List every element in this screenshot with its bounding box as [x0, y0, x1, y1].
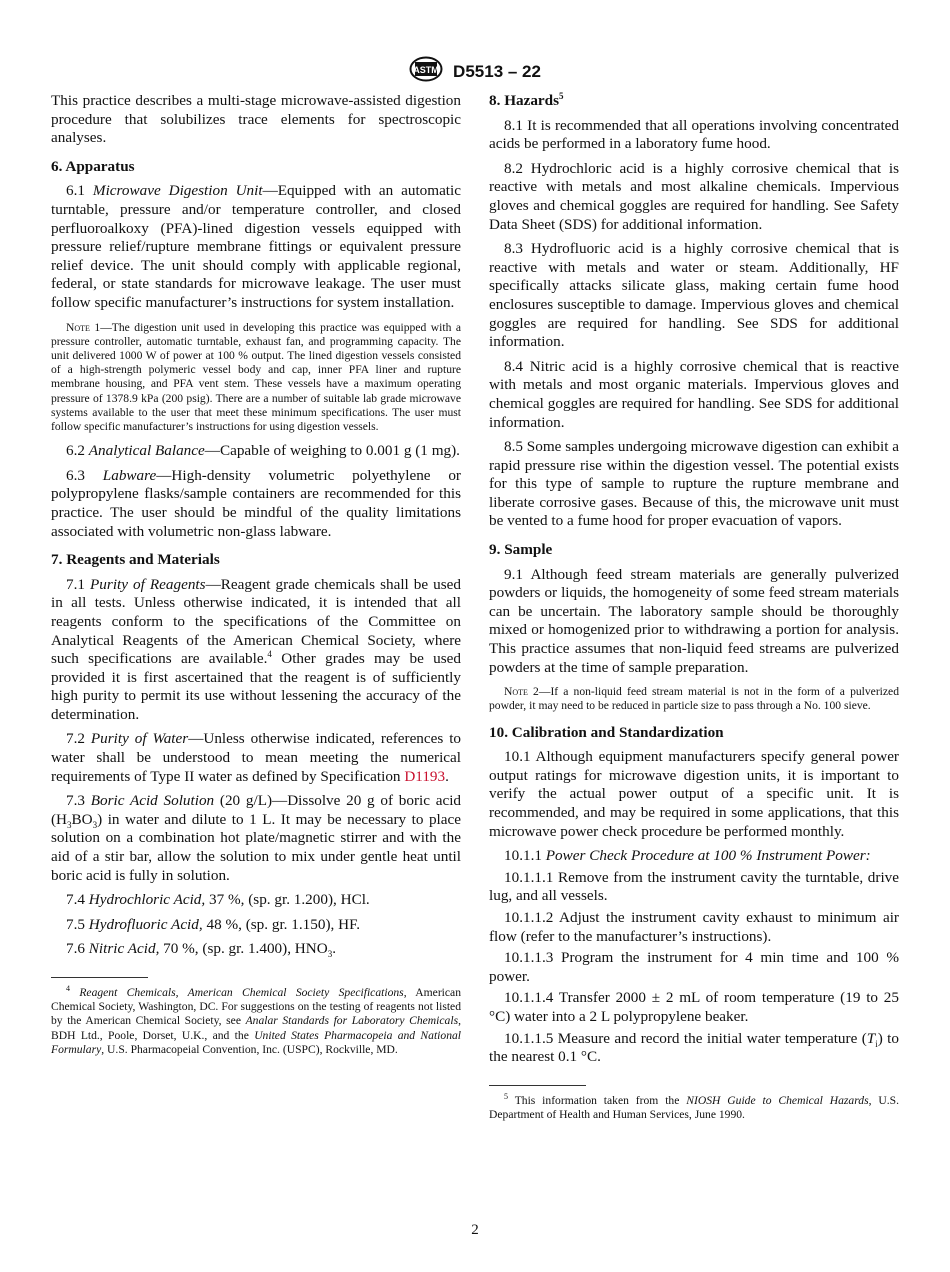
paragraph-6-1: 6.1 Microwave Digestion Unit—Equipped with an automatic turntable, pressure and/or temperature controller, and closed perfluoroalkoxy (PFA)-lined digestion vessels equipped with pressure relief/rupture membrane fittings or equivalent pressure relief device. The unit should comply with applicable regional, federal, or state standards for microwave leakage. The user must follow specific manufacturer’s instructions for system installation. [51, 182, 461, 311]
footnote-divider [51, 977, 148, 978]
paragraph-6-3: 6.3 Labware—High-density volumetric polyethylene or polypropylene flasks/sample containers are recommended for this practice. The user should be mindful of the quality limitations associated with volumetric non-glass labware. [51, 466, 461, 540]
paragraph-10-1-1-5: 10.1.1.5 Measure and record the initial water temperature $(T_i)$ to the nearest 0.1 °C. [489, 1029, 899, 1066]
paragraph-10-1-1-4: 10.1.1.4 Transfer 2000 ± 2 mL of room temperature (19 to 25 °C) water into a 2 L polypropylene beaker. [489, 989, 899, 1025]
paragraph-6-2: 6.2 Analytical Balance—Capable of weighing to 0.001 g (1 mg). [66, 442, 460, 460]
footnote-divider [489, 1085, 586, 1086]
footnote-4: $^4$ Reagent Chemicals, American Chemical Society Specifications, American Chemical Society, Washington, DC. For suggestions on the testing of reagents not listed by the American Chemical Society, see Analar Standards for Laboratory Chemicals, BDH Ltd., Poole, Dorset, U.K., and the United States Pharmacopeia and National Formulary, U.S. Pharmacopeial Convention, Inc. (USPC), Rockville, MD. [51, 984, 462, 1056]
note-2: Note 2—If a non-liquid feed stream material is not in the form of a pulverized powder, it may need to be reduced in particle size to pass through a No. 100 sieve. [489, 685, 899, 713]
astm-logo-icon [409, 56, 443, 87]
paragraph-7-3: 7.3 Boric Acid Solution (20 g/L)—Dissolve 20 g of boric acid $(H_3BO_3)$ in water and dilute to 1 L. It may be necessary to place solution on a combination hot plate/magnetic stirrer and with the aid of a stir bar, allow the solution to mix under gentle heat until boric acid is fully in solution. [51, 792, 462, 884]
left-column [51, 92, 461, 1063]
section-8-title: 8. Hazards$^5$ [489, 90, 564, 109]
section-6-title: 6. Apparatus [51, 157, 135, 175]
section-7-title: 7. Reagents and Materials [51, 551, 220, 569]
section-9-title: 9. Sample [489, 541, 553, 559]
right-column [489, 92, 899, 1128]
svg-text:ASTM: ASTM [413, 65, 439, 75]
paragraph-10-1-1: 10.1.1 Power Check Procedure at 100 % Instrument Power: [504, 847, 871, 865]
paragraph-10-1-1-3: 10.1.1.3 Program the instrument for 4 min time and 100 % power. [489, 949, 899, 985]
document-code: D5513 – 22 [453, 61, 541, 81]
paragraph-10-1-1-2: 10.1.1.2 Adjust the instrument cavity exhaust to minimum air flow (refer to the manufacturer’s instructions). [489, 908, 899, 945]
page-number: 2 [471, 1222, 479, 1238]
paragraph-7-4: 7.4 Hydrochloric Acid, 37 %, (sp. gr. 1.200), HCl. [66, 891, 370, 909]
d1193-link[interactable]: D1193 [404, 767, 446, 785]
section-10-title: 10. Calibration and Standardization [489, 723, 724, 741]
footnote-ref-4[interactable]: 4 [267, 649, 272, 660]
paragraph-10-1: 10.1 Although equipment manufacturers specify general power output ratings for microwave digestion units, it is important to verify the actual power output of a specific unit. It is recommended, and may be required in some applications, that this microwave power check procedure be performed monthly. [489, 748, 899, 840]
power-check-steps [489, 847, 899, 1067]
paragraph-7-5: 7.5 Hydrofluoric Acid, 48 %, (sp. gr. 1.150), HF. [66, 915, 361, 933]
footnote-ref-5[interactable]: 5 [559, 90, 564, 101]
footnote-5: $^5$ This information taken from the NIOSH Guide to Chemical Hazards, U.S. Department of Health and Human Services, June 1990. [489, 1091, 899, 1121]
paragraph-7-2: 7.2 Purity of Water—Unless otherwise indicated, references to water shall be understood to mean meeting the numerical requirements of Type II water as defined by Specification D1193. [51, 730, 462, 785]
paragraph-7-6: 7.6 Nitric Acid, 70 %, (sp. gr. 1.400), $HNO_3$. [66, 940, 336, 960]
intro-paragraph: This practice describes a multi-stage microwave-assisted digestion procedure that solubilizes trace elements for spectroscopic analyses. [51, 92, 461, 147]
page-header [0, 56, 950, 87]
paragraph-9-1: 9.1 Although feed stream materials are generally pulverized powders or liquids, the homogeneity of some feed stream materials can be uncertain. The laboratory sample should be thoroughly mixed or homogenized prior to withdrawing a portion for analysis. This practice assumes that non-liquid feed streams are pulverized powders at the time of sample preparation. [489, 565, 899, 676]
paragraph-8-1: 8.1 It is recommended that all operations involving concentrated acids be performed in a laboratory fume hood. [489, 116, 899, 153]
paragraph-8-2: 8.2 Hydrochloric acid is a highly corrosive chemical that is reactive with metals and most alkaline chemicals. Impervious gloves and chemical goggles are required for handling. See Safety Data Sheet (SDS) for additional information. [489, 159, 899, 233]
paragraph-8-3: 8.3 Hydrofluoric acid is a highly corrosive chemical that is reactive with metals and water or steam. Additionally, HF specifically attacks silicate glass, making certain fume hood enclosures susceptible to damage. Impervious gloves and chemical goggles are required for handling. See SDS for additional information. [489, 240, 899, 351]
note-1: Note 1—The digestion unit used in developing this practice was equipped with a pressure controller, automatic turntable, exhaust fan, and programming capacity. The unit delivered 1000 W of power at 100 % output. The lined digestion vessels consisted of a high-strength polymeric vessel body and cap, inner PFA liner and rupture membrane housing, and PFA vent stem. These vessels have a maximum operating pressure of 1378.9 kPa (200 psig). There are a number of suitable lab grade microwave systems available to the user that meet these minimum specifications. The user must follow specific manufacturer’s instructions for using digestion vessels. [51, 320, 461, 433]
paragraph-8-5: 8.5 Some samples undergoing microwave digestion can exhibit a rapid pressure rise within the digestion vessel. The potential exists for this type of sample to rupture the rupture membrane and liberate corrosive gases. Because of this, the microwave unit must be vented to a fume hood for proper evacuation of vapors. [489, 438, 899, 530]
paragraph-7-1: 7.1 Purity of Reagents—Reagent grade chemicals shall be used in all tests. Unless otherwise indicated, it is intended that all reagents conform to the specifications of the Committee on Analytical Reagents of the American Chemical Society, where such specifications are available.$^4$ Other grades may be used provided it is first ascertained that the reagent is of sufficiently high purity to permit its use without lessening the accuracy of the determination. [51, 575, 462, 723]
paragraph-10-1-1-1: 10.1.1.1 Remove from the instrument cavity the turntable, drive lug, and all vessels. [489, 868, 899, 905]
paragraph-8-4: 8.4 Nitric acid is a highly corrosive chemical that is reactive with metals and most organic materials. Impervious gloves and chemical goggles are required for handling. See SDS for additional information. [489, 357, 899, 431]
